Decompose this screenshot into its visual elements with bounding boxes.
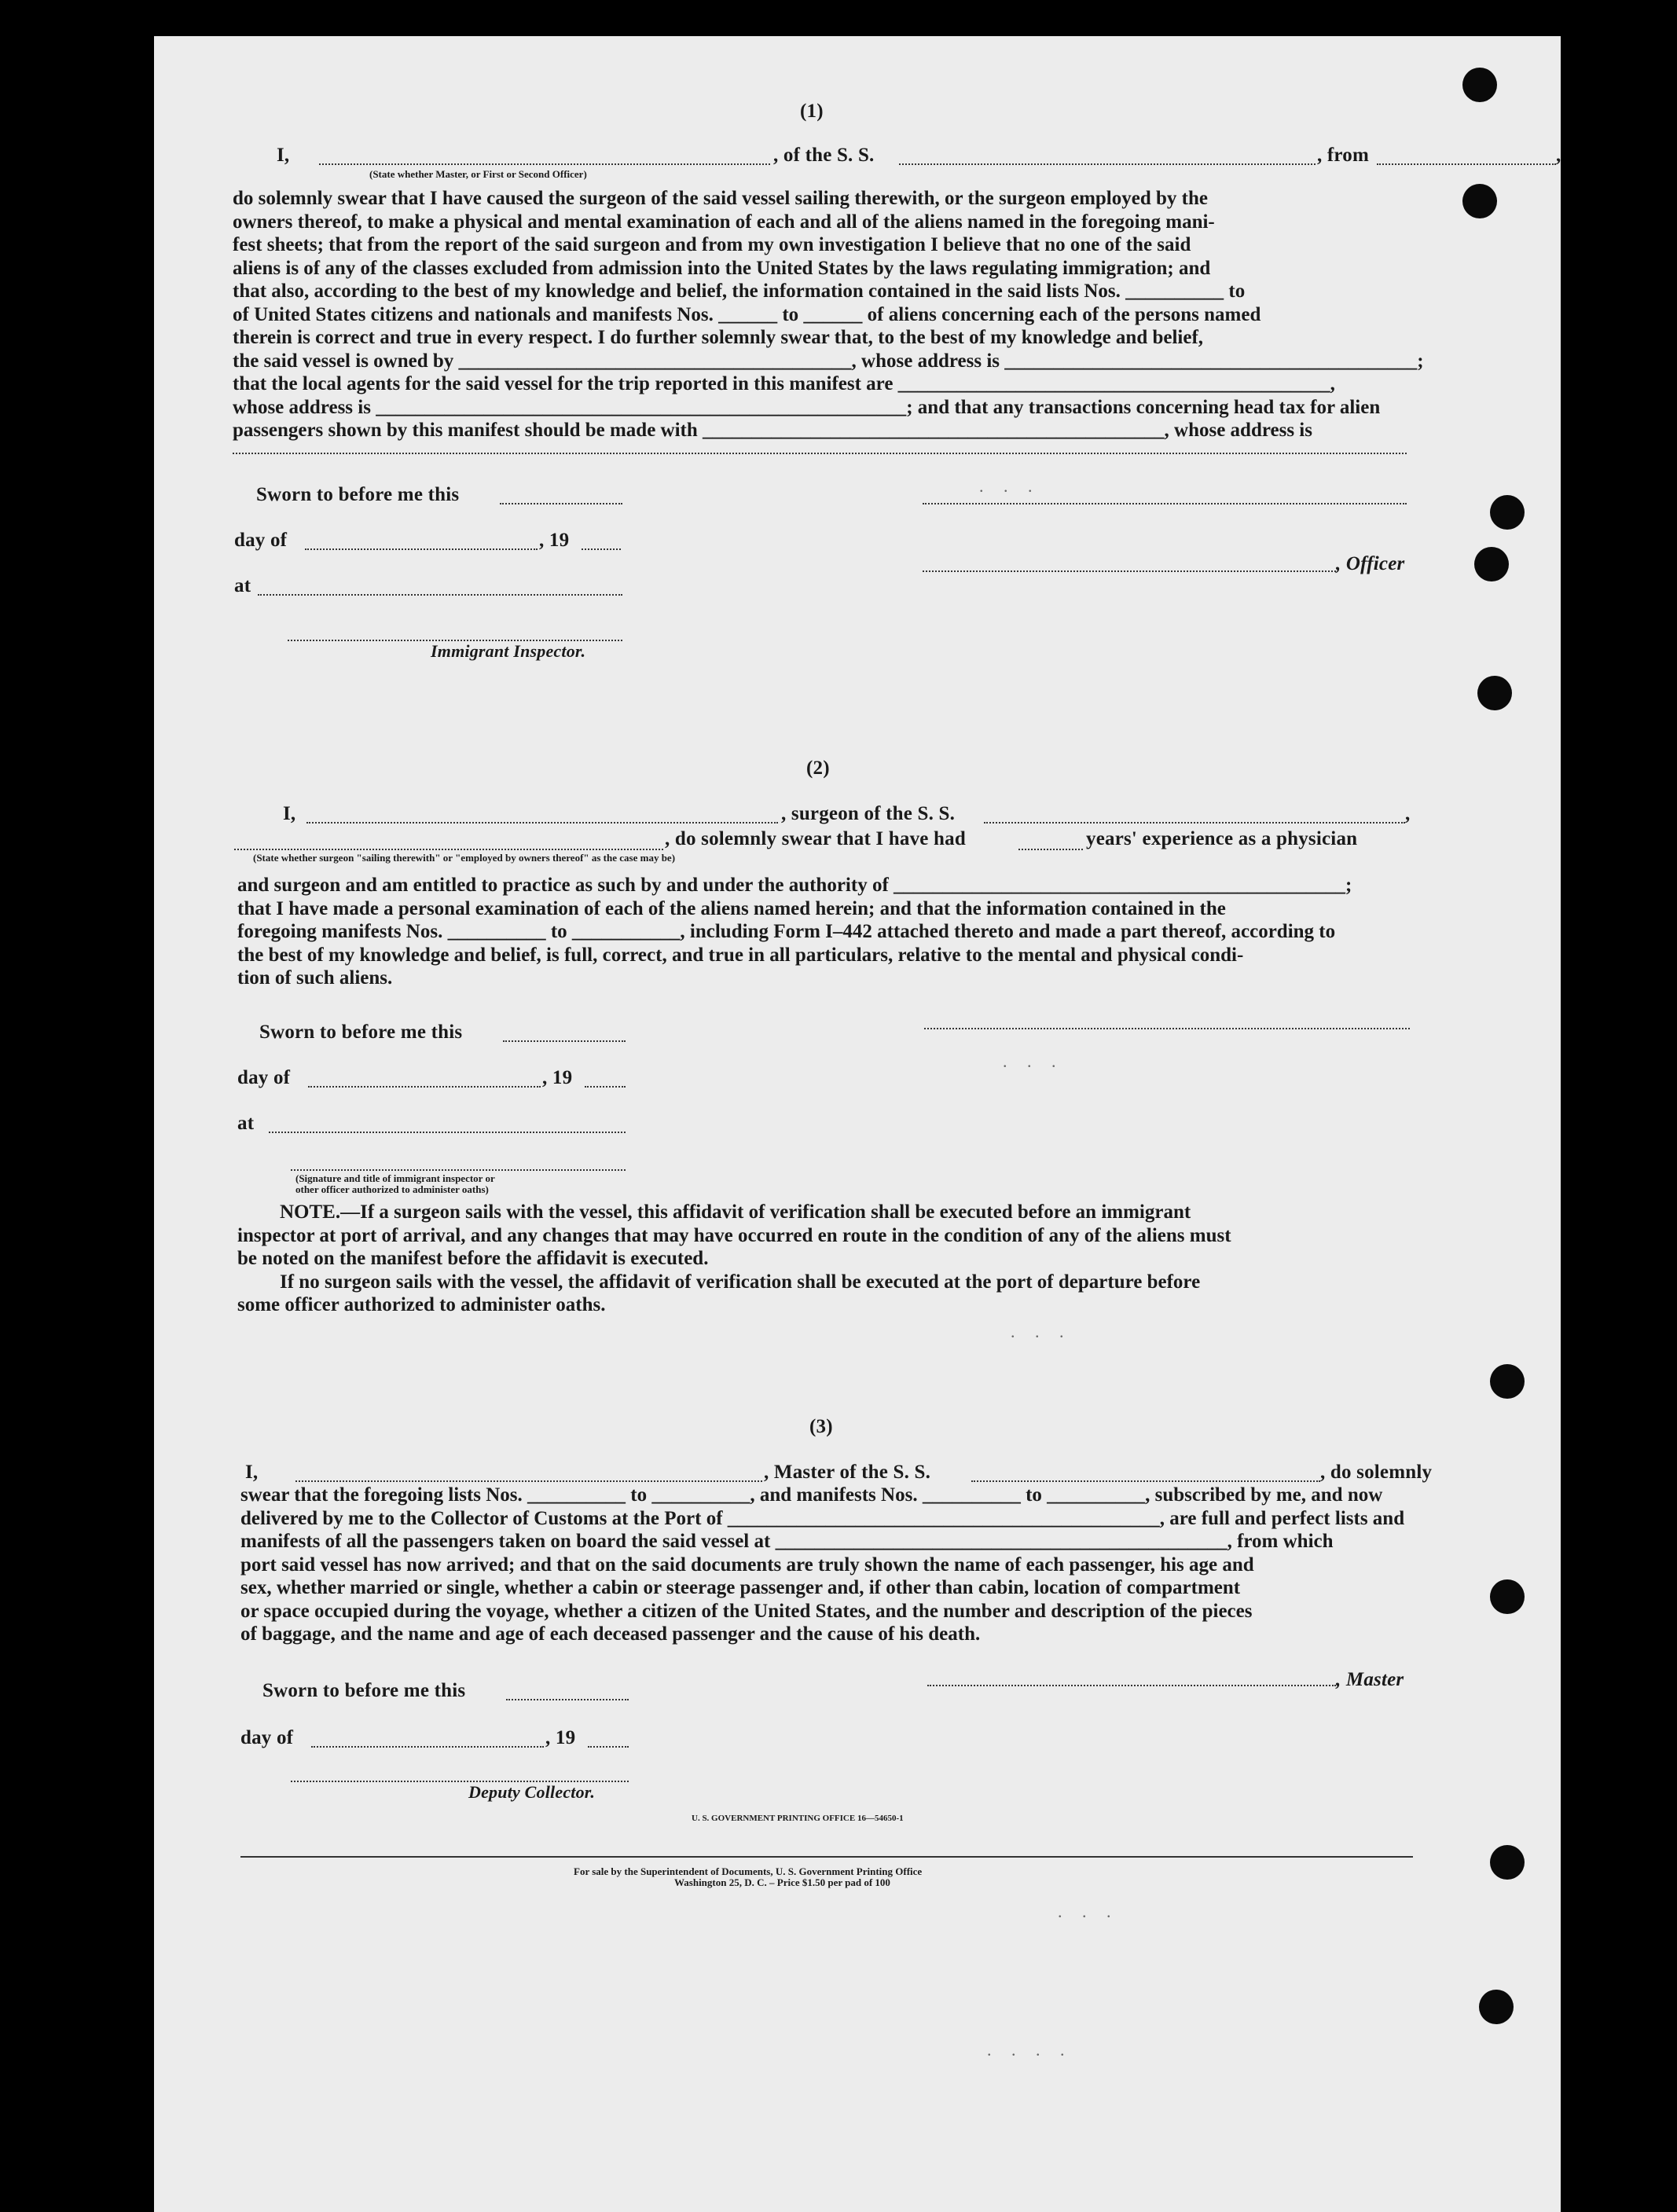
- note-text: —If a surgeon sails with the vessel, this affidavit of verification shall be executed before an immigrant: [340, 1201, 1191, 1223]
- s2-line1-end: ,: [1405, 803, 1411, 824]
- note-lead: NOTE.: [280, 1201, 341, 1223]
- s1-signature-field[interactable]: [923, 503, 1407, 504]
- s3-vessel-field[interactable]: [971, 1480, 1320, 1482]
- s2-years-field[interactable]: [1018, 849, 1083, 850]
- section-3-number: (3): [809, 1416, 833, 1437]
- s2-signature-field[interactable]: [924, 1028, 1410, 1029]
- s1-from-field[interactable]: [1377, 163, 1556, 165]
- s3-line: port said vessel has now arrived; and that on the said documents are truly shown the name of each passenger, his age and: [240, 1554, 1254, 1576]
- s1-line: whose address is ______________________________________________________; and that any transactions concerning head tax for alien: [233, 396, 1381, 418]
- s1-line: passengers shown by this manifest should be made with _______________________________________________, whose address is: [233, 420, 1312, 441]
- s2-year-label: , 19: [542, 1067, 573, 1088]
- bleed-through-mark: . . . .: [987, 2040, 1073, 2060]
- s1-line: that also, according to the best of my knowledge and belief, the information contained in the said lists Nos. __________ to: [233, 281, 1246, 302]
- s3-master-label: , Master: [1336, 1669, 1404, 1690]
- s1-i-label: I,: [277, 145, 290, 166]
- section-2-number: (2): [806, 758, 830, 779]
- s3-sworn-field[interactable]: [506, 1699, 629, 1700]
- s2-capacity-hint: (State whether surgeon "sailing therewith" or "employed by owners thereof" as the case may be): [253, 852, 676, 864]
- s2-line: tion of such aliens.: [237, 967, 393, 989]
- s2-line: the best of my knowledge and belief, is full, correct, and true in all particulars, relative to the mental and physical condi-: [237, 944, 1244, 966]
- s1-line1-end: ,: [1556, 145, 1561, 166]
- s1-from-label: , from: [1317, 145, 1369, 166]
- punch-hole-2: [1462, 184, 1497, 218]
- s1-day-of-label: day of: [234, 530, 288, 551]
- bleed-through-mark: . . .: [1011, 1322, 1072, 1341]
- punch-hole-9: [1479, 1990, 1514, 2024]
- s2-years-label: years' experience as a physician: [1086, 828, 1358, 849]
- s3-day-of-label: day of: [240, 1727, 294, 1748]
- s3-line: of baggage, and the name and age of each deceased passenger and the cause of his death.: [240, 1623, 981, 1645]
- s2-vessel-field[interactable]: [984, 822, 1405, 824]
- note-text: inspector at port of arrival, and any changes that may have occurred en route in the condition of any of the aliens must: [237, 1224, 1231, 1246]
- s3-year-field[interactable]: [588, 1746, 629, 1748]
- punch-hole-6: [1490, 1364, 1525, 1399]
- s2-inspector-sign-field[interactable]: [291, 1169, 626, 1171]
- s3-day-field[interactable]: [311, 1746, 544, 1748]
- s2-at-label: at: [237, 1113, 255, 1134]
- s2-signature-hint: other officer authorized to administer oaths): [295, 1183, 489, 1195]
- s2-swear-label: , do solemnly swear that I have had: [665, 828, 966, 849]
- footer-line-2: Washington 25, D. C. – Price $1.50 per pad of 100: [674, 1876, 890, 1888]
- s1-officer-label: , Officer: [1336, 553, 1405, 574]
- s1-line: that the local agents for the said vessel for the trip reported in this manifest are ____________________________________________,: [233, 373, 1335, 394]
- s2-year-field[interactable]: [585, 1086, 626, 1088]
- s1-line: do solemnly swear that I have caused the surgeon of the said vessel sailing therewith, or the surgeon employed by the: [233, 188, 1208, 209]
- s3-i-label: I,: [245, 1462, 259, 1483]
- s3-master-name-field[interactable]: [295, 1480, 762, 1482]
- s2-sworn-field[interactable]: [503, 1040, 626, 1042]
- s1-line: fest sheets; that from the report of the said surgeon and from my own investigation I believe that no one of the said: [233, 234, 1191, 255]
- s1-vessel-field[interactable]: [899, 163, 1316, 165]
- punch-hole-7: [1490, 1579, 1525, 1614]
- punch-hole-3: [1490, 495, 1525, 530]
- punch-hole-5: [1477, 676, 1512, 710]
- s1-line: owners thereof, to make a physical and mental examination of each and all of the aliens named in the foregoing mani-: [233, 211, 1215, 233]
- s2-signature-hint: (Signature and title of immigrant inspector or: [295, 1172, 495, 1184]
- s2-line: that I have made a personal examination of each of the aliens named herein; and that the information contained in the: [237, 897, 1226, 919]
- s3-line: swear that the foregoing lists Nos. __________ to __________, and manifests Nos. __________ to __________, subscribed by me, and now: [240, 1484, 1383, 1506]
- s3-line: delivered by me to the Collector of Customs at the Port of ____________________________________________, are full and perfect lists and: [240, 1507, 1405, 1529]
- s3-line: sex, whether married or single, whether a cabin or steerage passenger and, if other than cabin, location of compartment: [240, 1577, 1241, 1598]
- s1-officer-sign-field[interactable]: [923, 570, 1336, 572]
- s2-surgeon-name-field[interactable]: [306, 822, 778, 824]
- footer-line-1: For sale by the Superintendent of Documents, U. S. Government Printing Office: [574, 1865, 923, 1877]
- s2-line: foregoing manifests Nos. __________ to ___________, including Form I–442 attached thereto and made a part thereof, according to: [237, 921, 1336, 942]
- s1-year-field[interactable]: [582, 548, 621, 550]
- note-text: If no surgeon sails with the vessel, the affidavit of verification shall be executed at the port of departure before: [280, 1271, 1201, 1293]
- s3-line: manifests of all the passengers taken on board the said vessel at ______________________________________________, from which: [240, 1531, 1334, 1552]
- s2-at-field[interactable]: [269, 1132, 626, 1133]
- s1-line: of United States citizens and nationals and manifests Nos. ______ to ______ of aliens concerning each of the persons named: [233, 303, 1261, 325]
- bleed-through-mark: . . .: [1003, 1051, 1064, 1071]
- bleed-through-mark: . . .: [1058, 1902, 1119, 1921]
- s2-note: [237, 1201, 1410, 1317]
- s3-master-sign-field[interactable]: [927, 1685, 1336, 1686]
- punch-hole-1: [1462, 68, 1497, 102]
- s1-day-field[interactable]: [305, 548, 538, 550]
- printer-imprint: U. S. GOVERNMENT PRINTING OFFICE 16—54650-1: [692, 1814, 904, 1823]
- s2-day-field[interactable]: [308, 1086, 541, 1088]
- s2-capacity-field[interactable]: [234, 849, 663, 850]
- s3-line: or space occupied during the voyage, whether a citizen of the United States, and the number and description of the pieces: [240, 1600, 1253, 1622]
- s1-sworn-label: Sworn to before me this: [256, 484, 460, 505]
- s1-oath-text: [233, 187, 1424, 442]
- s3-collector-label: Deputy Collector.: [468, 1782, 596, 1802]
- bleed-through-mark: . . .: [979, 476, 1040, 496]
- note-text: be noted on the manifest before the affidavit is executed.: [237, 1248, 709, 1269]
- form-page: [154, 36, 1561, 2212]
- s3-year-label: , 19: [545, 1727, 576, 1748]
- s1-inspector-label: Immigrant Inspector.: [431, 641, 586, 661]
- s1-at-label: at: [234, 575, 251, 596]
- s3-sworn-label: Sworn to before me this: [262, 1680, 466, 1701]
- section-1-number: (1): [800, 101, 824, 122]
- punch-hole-8: [1490, 1845, 1525, 1880]
- s1-officer-name-field[interactable]: [319, 163, 770, 165]
- s1-line: the said vessel is owned by ________________________________________, whose address is __________________________________________;: [233, 350, 1424, 372]
- s3-solemnly-label: , do solemnly: [1320, 1462, 1433, 1483]
- s1-line: therein is correct and true in every respect. I do further solemnly swear that, to the best of my knowledge and belief,: [233, 327, 1204, 348]
- s1-of-ss-label: , of the S. S.: [773, 145, 875, 166]
- s1-address-field[interactable]: [233, 453, 1407, 454]
- s3-master-of-label: , Master of the S. S.: [764, 1462, 931, 1483]
- s2-sworn-label: Sworn to before me this: [259, 1022, 463, 1043]
- s1-sworn-field[interactable]: [500, 503, 622, 504]
- s1-at-field[interactable]: [258, 594, 622, 596]
- s2-surgeon-of-label: , surgeon of the S. S.: [781, 803, 956, 824]
- s2-day-of-label: day of: [237, 1067, 291, 1088]
- s2-i-label: I,: [283, 803, 296, 824]
- punch-hole-4: [1474, 547, 1509, 581]
- note-text: some officer authorized to administer oaths.: [237, 1294, 606, 1315]
- s1-year-label: , 19: [539, 530, 570, 551]
- s1-officer-hint: (State whether Master, or First or Second Officer): [369, 168, 587, 180]
- footer-rule: [240, 1856, 1413, 1858]
- s1-line: aliens is of any of the classes excluded from admission into the United States by the laws regulating immigration; and: [233, 257, 1211, 279]
- s2-line: and surgeon and am entitled to practice as such by and under the authority of ______________________________________________;: [237, 875, 1352, 896]
- s3-oath-text: [240, 1484, 1413, 1646]
- s2-oath-text: [237, 874, 1410, 990]
